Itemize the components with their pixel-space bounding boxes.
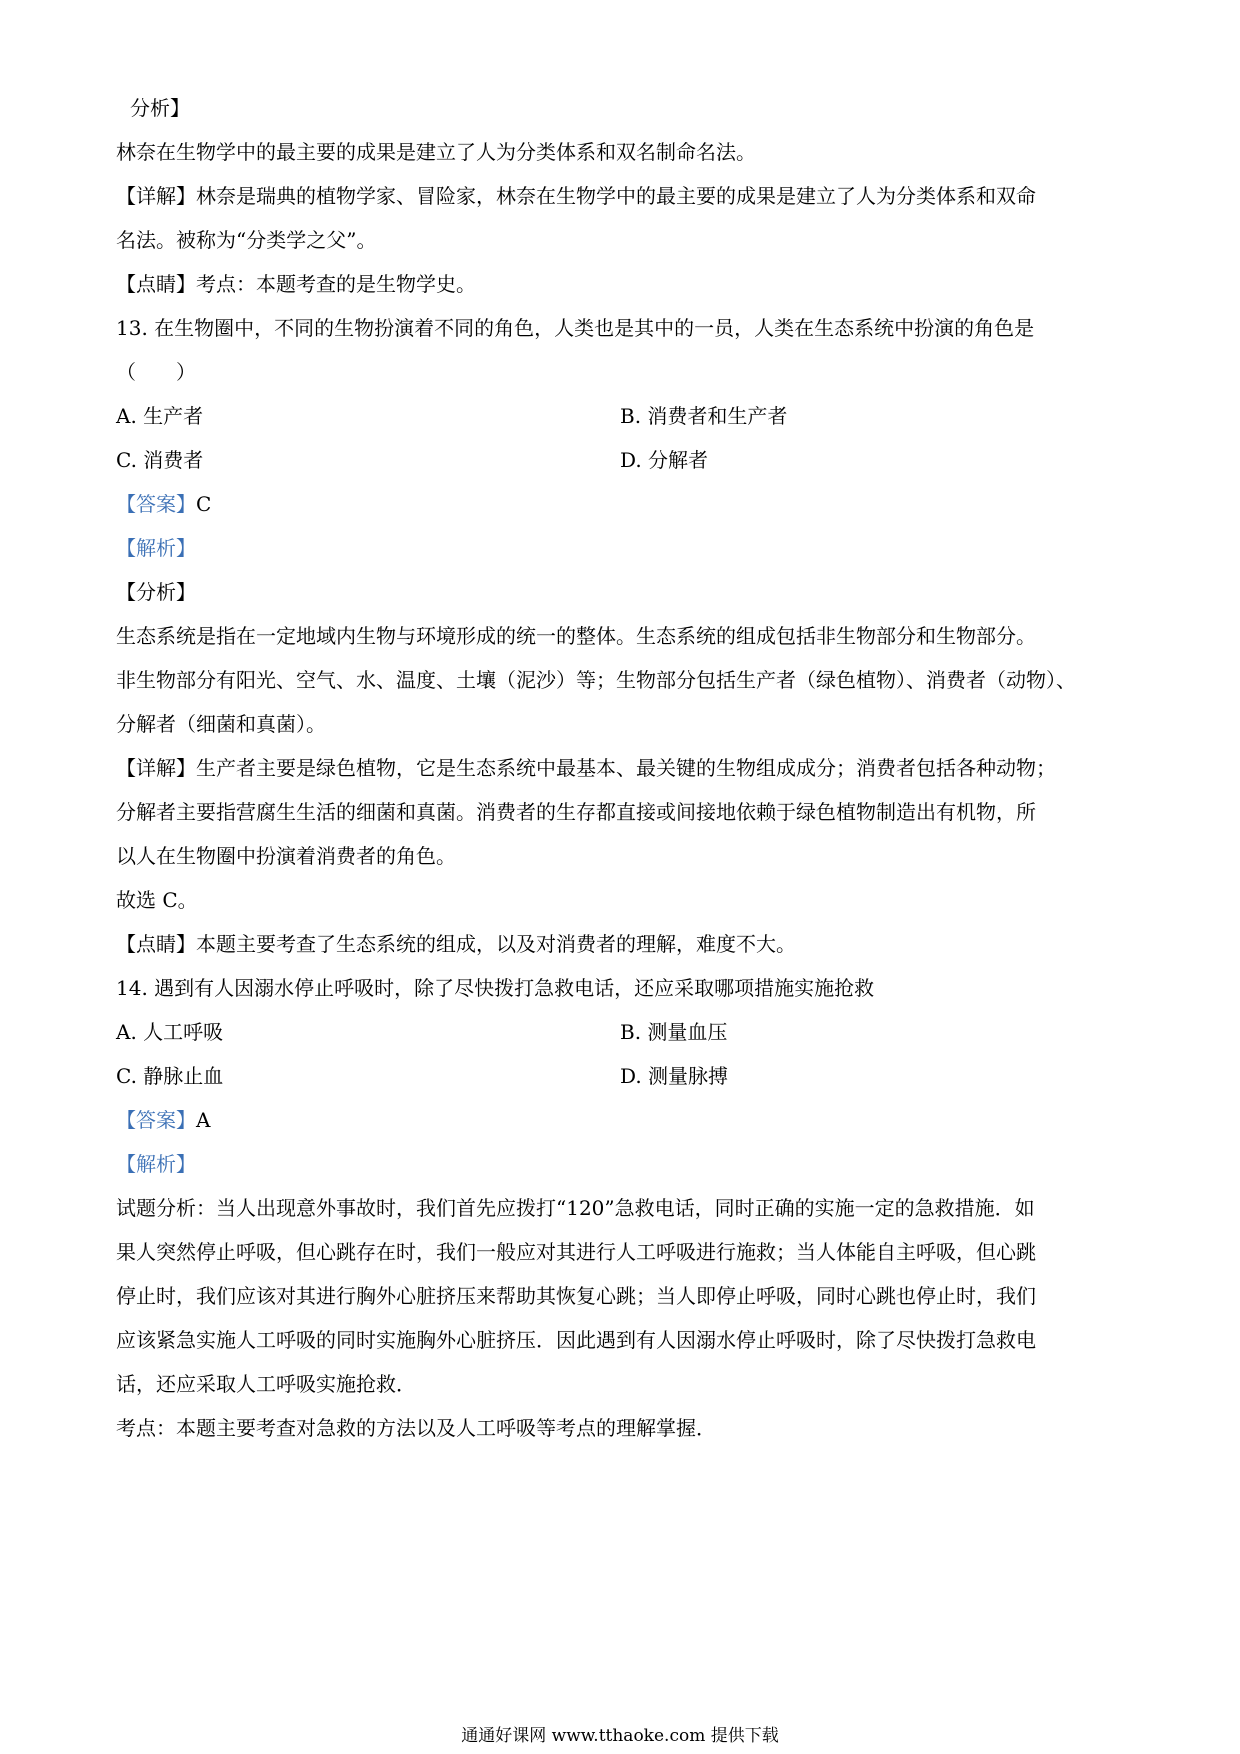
dianjing-line (116, 270, 1136, 298)
q14-answer (116, 1106, 1136, 1134)
detail-line: 名法。被称为“分类学之父”。 (116, 228, 377, 252)
q13-answer (116, 490, 1136, 518)
dianjing-text: 考点：本题考查的是生物学史。 (196, 272, 476, 296)
answer-tag: 【答案】 (116, 1108, 196, 1132)
q13-option-a: A. 生产者 (116, 404, 204, 428)
q14-jiexi-tag: 【解析】 (116, 1152, 196, 1176)
q14-analysis: 停止时，我们应该对其进行胸外心脏挤压来帮助其恢复心跳；当人即停止呼吸，同时心跳也停止时，我们 (116, 1284, 1036, 1308)
dianjing-tag: 【点睛】 (116, 272, 196, 296)
page-footer: 通通好课网 www.tthaoke.com 提供下载 (461, 1726, 779, 1746)
detail-text: 林奈是瑞典的植物学家、冒险家，林奈在生物学中的最主要的成果是建立了人为分类体系和双命 (196, 184, 1036, 208)
q13-analysis: 非生物部分有阳光、空气、水、温度、土壤（泥沙）等；生物部分包括生产者（绿色植物）、消费者（动物）、 (116, 668, 1076, 692)
detail-tag: 【详解】 (116, 184, 196, 208)
dianjing-text: 本题主要考查了生态系统的组成，以及对消费者的理解，难度不大。 (196, 932, 796, 956)
q13-option-c: C. 消费者 (116, 448, 204, 472)
q13-option-b: B. 消费者和生产者 (620, 404, 788, 428)
q14-analysis: 应该紧急实施人工呼吸的同时实施胸外心脏挤压．因此遇到有人因溺水停止呼吸时，除了尽快拨打急救电 (116, 1328, 1036, 1352)
q13-choose: 故选 C。 (116, 888, 198, 912)
answer-value: C (196, 492, 212, 516)
q13-detail (116, 754, 1136, 782)
question-14-stem: 14. 遇到有人因溺水停止呼吸时，除了尽快拨打急救电话，还应采取哪项措施实施抢救 (116, 976, 875, 1000)
q14-analysis: 果人突然停止呼吸，但心跳存在时，我们一般应对其进行人工呼吸进行施救；当人体能自主呼吸，但心跳 (116, 1240, 1036, 1264)
paragraph: 林奈在生物学中的最主要的成果是建立了人为分类体系和双名制命名法。 (116, 140, 756, 164)
answer-tag: 【答案】 (116, 492, 196, 516)
q13-dianjing (116, 930, 1136, 958)
detail-text: 生产者主要是绿色植物，它是生态系统中最基本、最关键的生物组成成分；消费者包括各种动物； (196, 756, 1056, 780)
q13-fenxi-tag: 【分析】 (116, 580, 196, 604)
q14-analysis: 试题分析：当人出现意外事故时，我们首先应拨打“120”急救电话，同时正确的实施一定的急救措施．如 (116, 1196, 1035, 1220)
q13-analysis: 分解者（细菌和真菌）。 (116, 712, 326, 736)
question-13-blank: （ ） (116, 360, 196, 384)
q14-analysis: 话，还应采取人工呼吸实施抢救． (116, 1372, 416, 1396)
q13-jiexi-tag: 【解析】 (116, 536, 196, 560)
detail-tag: 【详解】 (116, 756, 196, 780)
q13-analysis: 生态系统是指在一定地域内生物与环境形成的统一的整体。生态系统的组成包括非生物部分和生物部分。 (116, 624, 1036, 648)
dianjing-tag: 【点睛】 (116, 932, 196, 956)
q13-detail: 以人在生物圈中扮演着消费者的角色。 (116, 844, 456, 868)
fenxi-heading: 分析】 (130, 96, 190, 120)
question-13-stem: 13. 在生物圈中，不同的生物扮演着不同的角色，人类也是其中的一员，人类在生态系统中扮演的角色是 (116, 316, 1035, 340)
q13-option-d: D. 分解者 (620, 448, 709, 472)
q14-option-a: A. 人工呼吸 (116, 1020, 224, 1044)
detail-line (116, 182, 1136, 210)
q14-option-d: D. 测量脉搏 (620, 1064, 729, 1088)
q14-kaodian: 考点：本题主要考查对急救的方法以及人工呼吸等考点的理解掌握． (116, 1416, 716, 1440)
q14-option-c: C. 静脉止血 (116, 1064, 224, 1088)
q14-option-b: B. 测量血压 (620, 1020, 728, 1044)
answer-value: A (196, 1108, 211, 1132)
q13-detail: 分解者主要指营腐生生活的细菌和真菌。消费者的生存都直接或间接地依赖于绿色植物制造出有机物，所 (116, 800, 1036, 824)
